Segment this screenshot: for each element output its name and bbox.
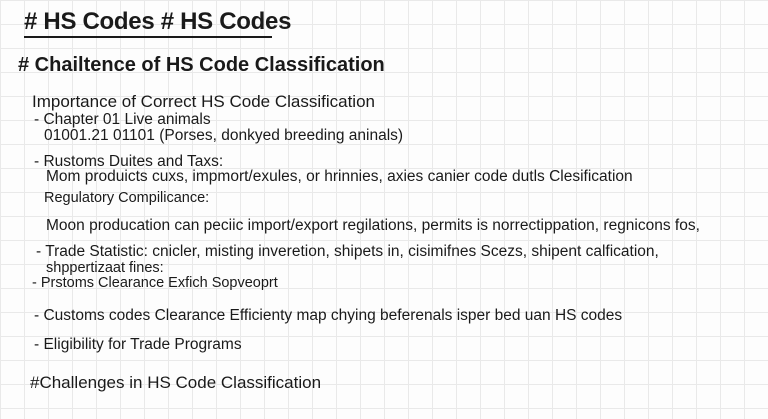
chapter-line: - Chapter 01 Live animals [34, 111, 211, 128]
regulatory-detail: Moon producation can peciic import/export regilations, permits is norrectippation, regnicons fos, [46, 217, 700, 234]
regulatory-heading: Regulatory Compilicance: [44, 190, 210, 206]
page-title: # HS Codes # HS Codes [24, 8, 292, 35]
challenges-heading: #Challenges in HS Code Classification [30, 373, 322, 392]
specialized-fines-line: shppertizaat fines: [46, 260, 164, 276]
trade-statistic-item: - Trade Statistic: cnicler, misting inveretion, shipets in, cisimifnes Scezs, shipent calfication, [36, 243, 659, 260]
customs-codes-item: - Customs codes Clearance Efficienty map chying beferenals isper bed uan HS codes [34, 307, 623, 324]
eligibility-item: - Eligibility for Trade Programs [34, 336, 242, 353]
subtitle-heading: # Chailtence of HS Code Classification [18, 54, 385, 76]
chapter-detail: 01001.21 01101 (Porses, donkyed breeding aninals) [44, 127, 404, 144]
prstoms-clearance-item: - Prstoms Clearance Exfich Sopveoprt [32, 275, 278, 291]
title-underline [24, 36, 272, 38]
customs-duties-detail: Mom produicts cuxs, impmort/exules, or hrinnies, axies canier code dutls Clesification [46, 168, 633, 185]
section-heading: Importance of Correct HS Code Classification [32, 92, 375, 111]
customs-duties-item: - Rustoms Duites and Taxs: [34, 153, 224, 170]
